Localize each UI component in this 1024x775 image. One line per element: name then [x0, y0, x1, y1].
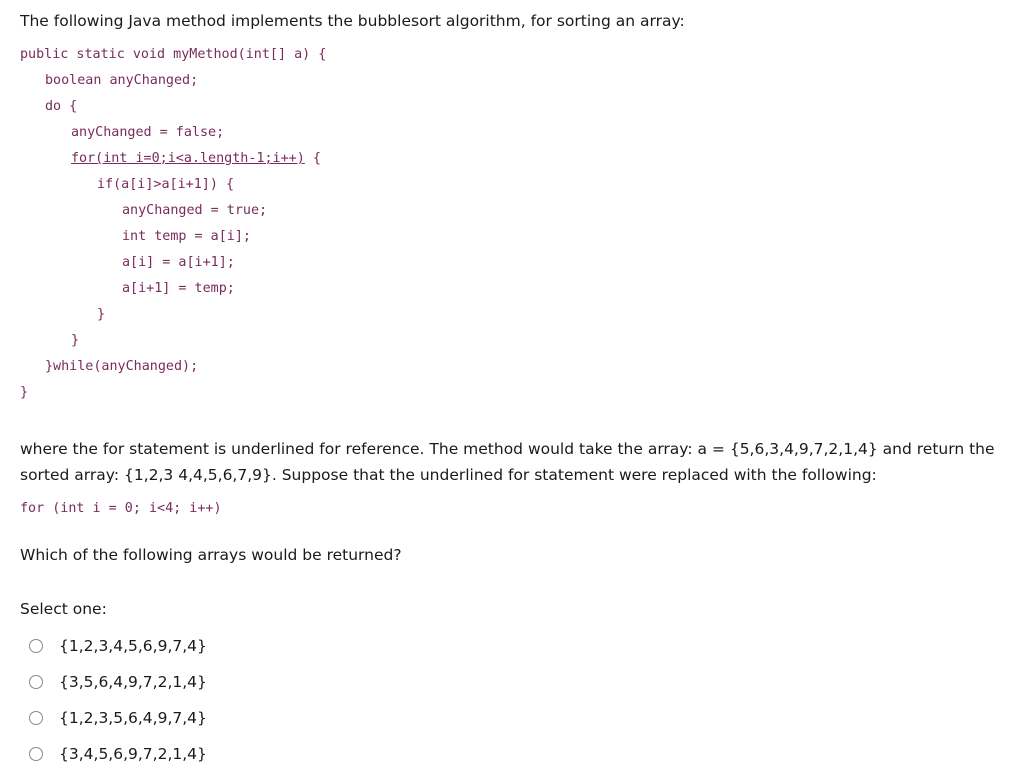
- radio-button[interactable]: [29, 675, 43, 689]
- code-line: do {: [45, 99, 78, 114]
- code-line: }: [71, 333, 80, 348]
- code-line: int temp = a[i];: [122, 229, 251, 244]
- answer-option-label[interactable]: {3,4,5,6,9,7,2,1,4}: [59, 745, 207, 763]
- replacement-code: for (int i = 0; i<4; i++): [20, 501, 222, 516]
- code-fragment: {: [304, 151, 321, 166]
- code-line: if(a[i]>a[i+1]) {: [97, 177, 235, 192]
- answer-option-label[interactable]: {3,5,6,4,9,7,2,1,4}: [59, 673, 207, 691]
- question-container: [20, 8, 1010, 772]
- question-description: [20, 436, 1010, 488]
- description-line: sorted array: {1,2,3 4,4,5,6,7,9}. Suppose that the underlined for statement were replaced with the following:: [20, 466, 877, 484]
- radio-button[interactable]: [29, 747, 43, 761]
- answer-option-label[interactable]: {1,2,3,5,6,4,9,7,4}: [59, 709, 207, 727]
- code-line: anyChanged = true;: [122, 203, 268, 218]
- radio-button[interactable]: [29, 639, 43, 653]
- code-block: [20, 42, 1010, 406]
- answer-options: [20, 628, 1010, 772]
- select-one-label: Select one:: [20, 600, 107, 618]
- answer-option-4[interactable]: [20, 736, 1010, 772]
- code-line: }: [20, 385, 29, 400]
- underlined-for-statement: for(int i=0;i<a.length-1;i++): [71, 151, 305, 166]
- question-intro: The following Java method implements the bubblesort algorithm, for sorting an array:: [20, 12, 685, 30]
- code-line: }: [97, 307, 106, 322]
- code-line: public static void myMethod(int[] a) {: [20, 47, 327, 62]
- answer-option-label[interactable]: {1,2,3,4,5,6,9,7,4}: [59, 637, 207, 655]
- answer-option-1[interactable]: [20, 628, 1010, 664]
- code-line: boolean anyChanged;: [45, 73, 199, 88]
- code-line: a[i] = a[i+1];: [122, 255, 235, 270]
- description-line: where the for statement is underlined for reference. The method would take the array: a = {5,6,3,4,9,7,2,1,4} and return the: [20, 440, 995, 458]
- code-line-for-statement: [20, 146, 1010, 172]
- question-prompt: Which of the following arrays would be returned?: [20, 546, 402, 564]
- code-line: a[i+1] = temp;: [122, 281, 235, 296]
- radio-button[interactable]: [29, 711, 43, 725]
- code-line: }while(anyChanged);: [45, 359, 199, 374]
- answer-option-3[interactable]: [20, 700, 1010, 736]
- code-line: anyChanged = false;: [71, 125, 225, 140]
- answer-option-2[interactable]: [20, 664, 1010, 700]
